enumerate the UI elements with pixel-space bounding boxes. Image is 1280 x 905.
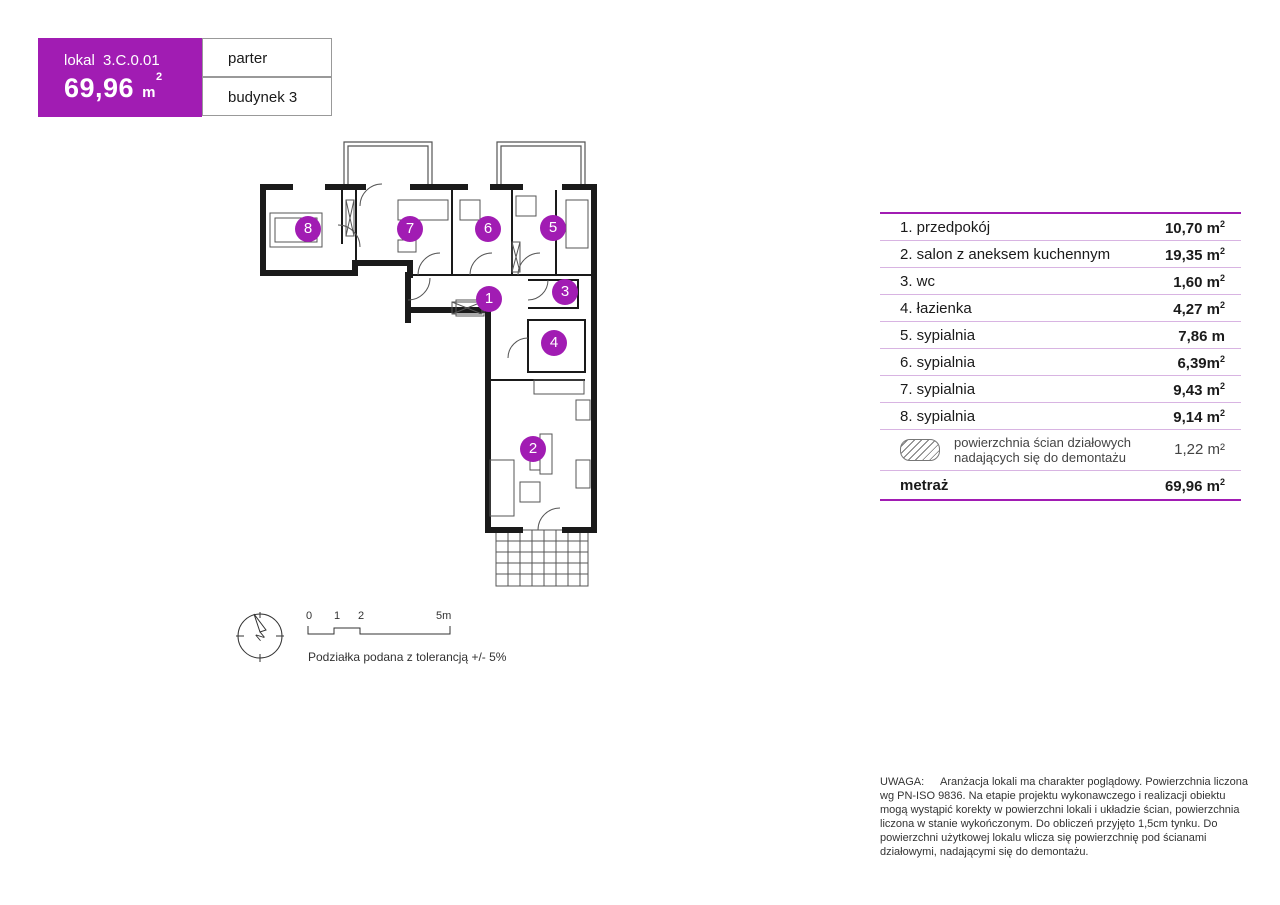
room-row — [880, 349, 1241, 376]
unit-area-value: 69,96 — [64, 73, 135, 103]
unit-area-sup: 2 — [155, 71, 163, 83]
room-marker: 7 — [397, 216, 423, 242]
room-row — [880, 322, 1241, 349]
scale-note: Podziałka podana z tolerancją +/- 5% — [308, 650, 507, 664]
scale-bar-graphic — [306, 624, 456, 638]
total-row — [880, 471, 1241, 501]
scale-tick: 5m — [436, 610, 452, 622]
room-label: 1. przedpokój — [900, 219, 991, 236]
room-area: 1,60 $m^2$ — [1173, 273, 1225, 291]
terrace — [496, 530, 588, 586]
room-marker: 2 — [520, 436, 546, 462]
room-label: 6. sypialnia — [900, 354, 976, 371]
room-label: 7. sypialnia — [900, 381, 976, 398]
total-label: metraż — [900, 477, 949, 494]
room-row — [880, 241, 1241, 268]
floor-label: parter — [228, 50, 268, 67]
notice — [880, 775, 1250, 859]
room-row — [880, 376, 1241, 403]
room-area: 10,70 $m^2$ — [1164, 219, 1225, 237]
room-marker: 8 — [295, 216, 321, 242]
room-label: 8. sypialnia — [900, 408, 976, 425]
room-row — [880, 403, 1241, 430]
unit-code — [64, 52, 160, 69]
scale-tick: 0 — [306, 610, 313, 622]
notice-heading: UWAGA: — [880, 776, 925, 788]
room-marker: 1 — [476, 286, 502, 312]
scale-tick: 2 — [358, 610, 365, 622]
room-label: 2. salon z aneksem kuchennym — [900, 246, 1111, 263]
room-table — [880, 212, 1241, 501]
room-area: 4,27 $m^2$ — [1173, 300, 1225, 318]
balcony-right — [497, 142, 585, 185]
partition-label: powierzchnia ścian działowych nadających się do demontażu — [954, 435, 1132, 465]
unit-badge — [38, 38, 202, 117]
unit-area — [64, 73, 163, 104]
room-label: 5. sypialnia — [900, 327, 976, 344]
compass-icon — [234, 608, 290, 664]
unit-code-value: 3.C.0.01 — [103, 52, 160, 69]
room-area: 19,35 $m^2$ — [1164, 246, 1225, 264]
partition-row — [880, 430, 1241, 471]
room-row — [880, 295, 1241, 322]
floor-plan — [220, 130, 620, 590]
total-area: 69,96 $m^2$ — [1164, 477, 1225, 495]
room-marker: 6 — [475, 216, 501, 242]
room-area: 7,86 m — [1178, 328, 1225, 345]
room-row — [880, 214, 1241, 241]
building-box — [202, 77, 332, 116]
room-label: 4. łazienka — [900, 300, 972, 317]
room-area: 9,14 $m^2$ — [1173, 408, 1225, 426]
compass-letter: N — [253, 629, 268, 644]
balcony-left — [344, 142, 432, 185]
notice-text: Aranżacja lokali ma charakter poglądowy. Powierzchnia liczona wg PN-ISO 9836. Na etapie projektu wykonawczego i realizacji obiektu mogą wystąpić korekty w powierzchni lokali i układzie ścian, powierzchnia liczona w stanie wykończonym. Do obliczeń przyjęto 1,5cm tynku. Do powierzchni użytkowej lokalu wlicza się powierzchnię pod ścianami działowymi, nadającymi się do demontażu. — [880, 776, 1248, 858]
room-marker: 3 — [552, 279, 578, 305]
unit-area-unit: m — [142, 84, 156, 101]
hatch-swatch-icon — [900, 439, 940, 461]
room-marker: 5 — [540, 215, 566, 241]
room-label: 3. wc — [900, 273, 936, 290]
room-area: $6,39m^2$ — [1177, 354, 1225, 372]
building-label: budynek 3 — [228, 89, 298, 106]
floor-box — [202, 38, 332, 77]
partition-area: 1,22 m² — [1174, 441, 1225, 458]
room-area: 9,43 $m^2$ — [1173, 381, 1225, 399]
scale-tick: 1 — [334, 610, 341, 622]
room-marker: 4 — [541, 330, 567, 356]
room-row — [880, 268, 1241, 295]
unit-label: lokal — [64, 52, 95, 69]
